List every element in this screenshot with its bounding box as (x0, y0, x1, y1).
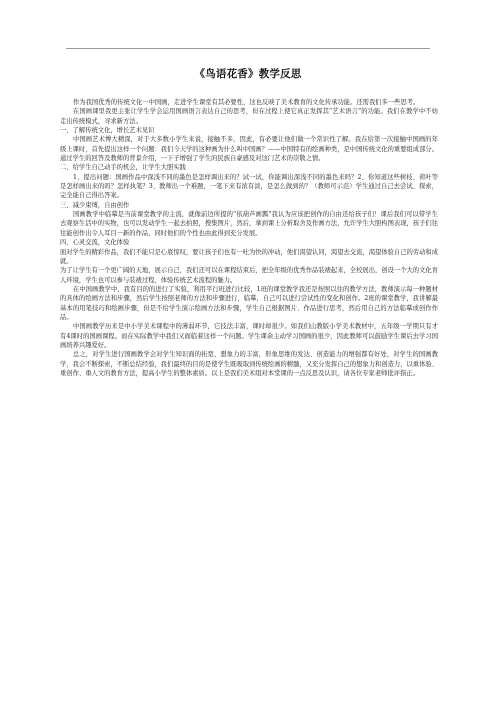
body-paragraph: 1、提出问题：国画作品中深浅不同的墨色是怎样调出来的？试一试，你能调出深浅不同的墨色来吗？2、你知道这些树枝、荷叶等是怎样画出来的吗？怎样执笔？3、教师出一个难题，一笔下来有浓有淡，是怎么做到的？（教师可示范）学生通过自己去尝试、探索，完全能自己得出答案。 (60, 173, 438, 200)
body-paragraph: 为了让学生有一个更广阔的天地，展示自己，我们还可以在课程结束后，把全年级的优秀作品装裱起来，全校展出，创设一个大的文化育人环境，学生也可以参与装裱过程，体验传统艺术流程的魅力。 (60, 267, 438, 284)
body-paragraph: 国画教学中临摹是当前课堂教学的主流，就像前边所提的“依葫芦画瓢”我认为应该把创作的自由还给孩子们！课后我们可以带学生去观察生活中的实物，也可以发动学生一起去拍照，搜集图片，然后，拿到课上分析取舍及作画方法，允许学生大胆构图表现，孩子们往往能创作出令人耳目一新的作品，同时他们的个性也由此得到充分发展。 (60, 211, 438, 237)
body-paragraph: 作为我国优秀的传统文化一中国画，走进学生课堂有其必要性，这也反映了美术教育的文化传承功能。还需我们多一些思考。 (73, 99, 420, 106)
document-title: 《鸟语花香》教学反思 (194, 68, 302, 80)
body-paragraph: 面对学生的精彩作品，我们不能只是心底惊叹，要让孩子们也有一吐为快的冲动，他们渴望认同，渴望去交流，渴望体验自己的劳动和成就。 (60, 248, 438, 265)
header-rule (66, 48, 430, 49)
body-paragraph: 在国画课里我更主张让学生学会运用国画语言表达自己的思考，但在过程上使它真正发挥其“艺术语言”的功能。我们在教学中不妨走出传统模式，寻求新方法。 (60, 108, 438, 125)
document-body (60, 98, 438, 378)
section-heading: 三、减少束缚，自由创作 (60, 201, 130, 209)
body-paragraph: 总之，对学生进行国画教学会对学生知识面的拓宽、想象力的丰富，形象思维的发达、创造能力的增强都有好处，对学生的国画教学，我会不断探索，不断总结经验，我们最终的目的是使学生既吸取到传统绘画的精髓，又充分发挥自己的想象力和创造力，以重体验、重创作、重人文的教育方法，提高小学生的整体素质。以上是我们美术组对本堂课的一点反思及认识，请各位专家老师批评指正。 (60, 351, 438, 377)
body-paragraph: 中国画教学历来是中小学美术课程中的薄弱环节，它技法丰富，课时却很少。如我们山教版小学美术教材中，五年级一学期只有才有4课时的国画课程。而在实际教学中我们又面临着这样一个问题。学生课余主动学习国画的很少，因此教师可以鼓励学生课后去学习国画培养兴趣爱好。 (60, 323, 438, 349)
section-heading: 四、心灵交流，文化体验 (60, 239, 130, 247)
section-heading: 一、了解传统文化，增长艺术见识 (60, 127, 155, 135)
body-paragraph: 在中国画教学中，我有目的的进行了实验，利用平行班进行比较，1班的课堂教学我还是按照以往的教学方法，教师演示每一种题材的具体的绘画方法和步骤，然后学生按照老师的方法和步骤进行，临摹，自己可以进行尝试性的变化和创作。2班的课堂教学，我讲解最基本的用笔技巧和绘画步骤，但是不给学生演示绘画方法和步骤，学生自己根据图片、作品进行思考，然后用自己的方法临摹或创作作品。 (60, 285, 438, 321)
section-heading: 二、给学生自己动手的机会，让学生大胆实践 (60, 164, 186, 172)
body-paragraph: 中国画艺术博大精深，对于大多数小学生来说，接触不多，因此，有必要让他们做一个常识性了解。我在给第一次接触中国画的年级上课时，首先提出这样一个问题：我们今天学的这种画为什么叫中国画？——中国特有的绘画种类，是中国传统文化的重要组成部分。通过学生的回答及教师的背景介绍，一下子增强了学生的民族自豪感及对这门艺术的崇敬之情。 (60, 136, 438, 163)
